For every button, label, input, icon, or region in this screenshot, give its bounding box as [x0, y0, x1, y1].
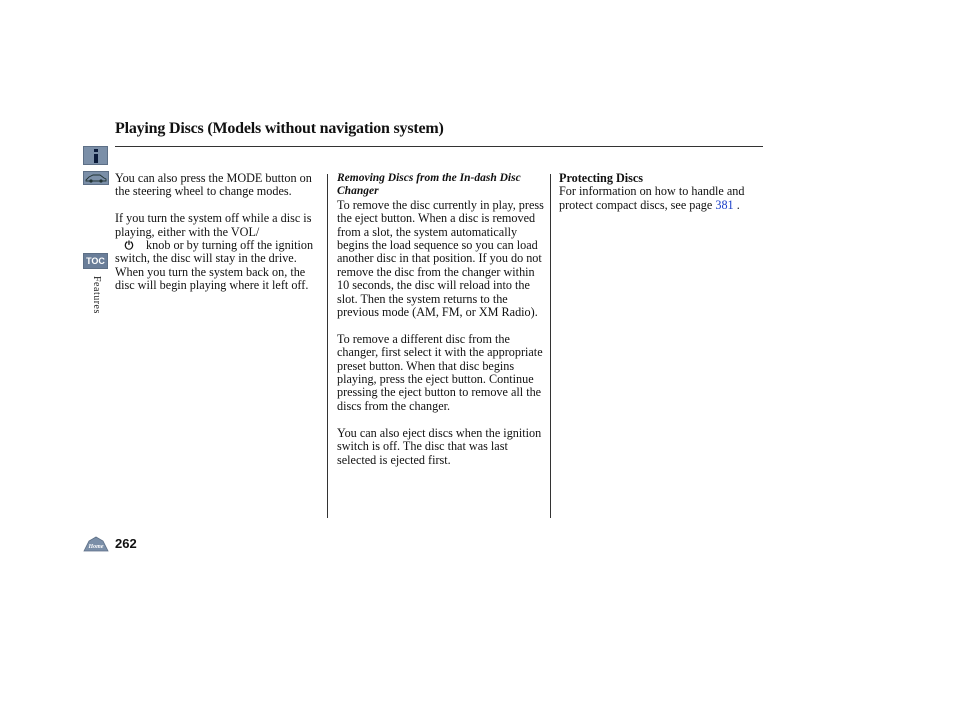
col3-text: For information on how to handle and protect compact discs, see: [559, 184, 745, 212]
col3-page-prefix: page: [689, 197, 713, 212]
col2-paragraph-3: You can also eject discs when the ignition switch is off. The disc that was last selected is ejected first.: [337, 425, 542, 467]
title-rule: [115, 146, 763, 147]
col3-text-end: .: [736, 197, 740, 212]
col1-paragraph-2: [115, 212, 325, 292]
car-icon: [84, 172, 108, 184]
col3-paragraph: [559, 185, 759, 212]
col1-p2-start: If you turn the system off while a disc is playing, either with the VOL/: [115, 211, 312, 239]
col2-paragraph-1: To remove the disc currently in play, press the eject button. When a disc is removed from a slot, the system automatically begins the load sequence so you can load another disc in that position. If you do not remove the disc from the changer within 10 seconds, the disc will reload into the slot. Then the system returns to the previous mode (AM, FM, or XM Radio).: [337, 197, 544, 320]
col2-heading: Removing Discs from the In-dash Disc Changer: [337, 172, 521, 198]
column-3: [559, 172, 759, 226]
col1-p2-end: knob or by turning off the ignition switch, the disc will stay in the drive. When you turn the system back on, the disc will begin playing where it left off.: [115, 238, 314, 293]
toc-tab[interactable]: TOC: [83, 253, 108, 269]
column-divider-2: [550, 174, 551, 518]
power-icon: ⏻: [124, 239, 134, 253]
column-2: [337, 172, 547, 480]
home-label: Home: [88, 544, 104, 550]
col1-paragraph-1: You can also press the MODE button on the steering wheel to change modes.: [115, 171, 312, 199]
col3-heading: Protecting Discs: [559, 171, 644, 185]
info-tab[interactable]: [83, 146, 108, 165]
page-number: 262: [115, 536, 137, 551]
column-divider-1: [327, 174, 328, 518]
page-381-link[interactable]: 381: [715, 197, 734, 212]
column-1: [115, 172, 325, 306]
car-tab[interactable]: [83, 171, 109, 185]
home-icon[interactable]: [83, 536, 109, 552]
info-icon: [93, 149, 99, 163]
page-title: Playing Discs (Models without navigation system): [115, 120, 444, 137]
section-label: Features: [91, 276, 102, 314]
col2-paragraph-2: To remove a different disc from the changer, first select it with the appropriate preset button. When that disc begins playing, press the eject button. Continue pressing the eject button to remove all the discs from the changer.: [337, 331, 543, 413]
